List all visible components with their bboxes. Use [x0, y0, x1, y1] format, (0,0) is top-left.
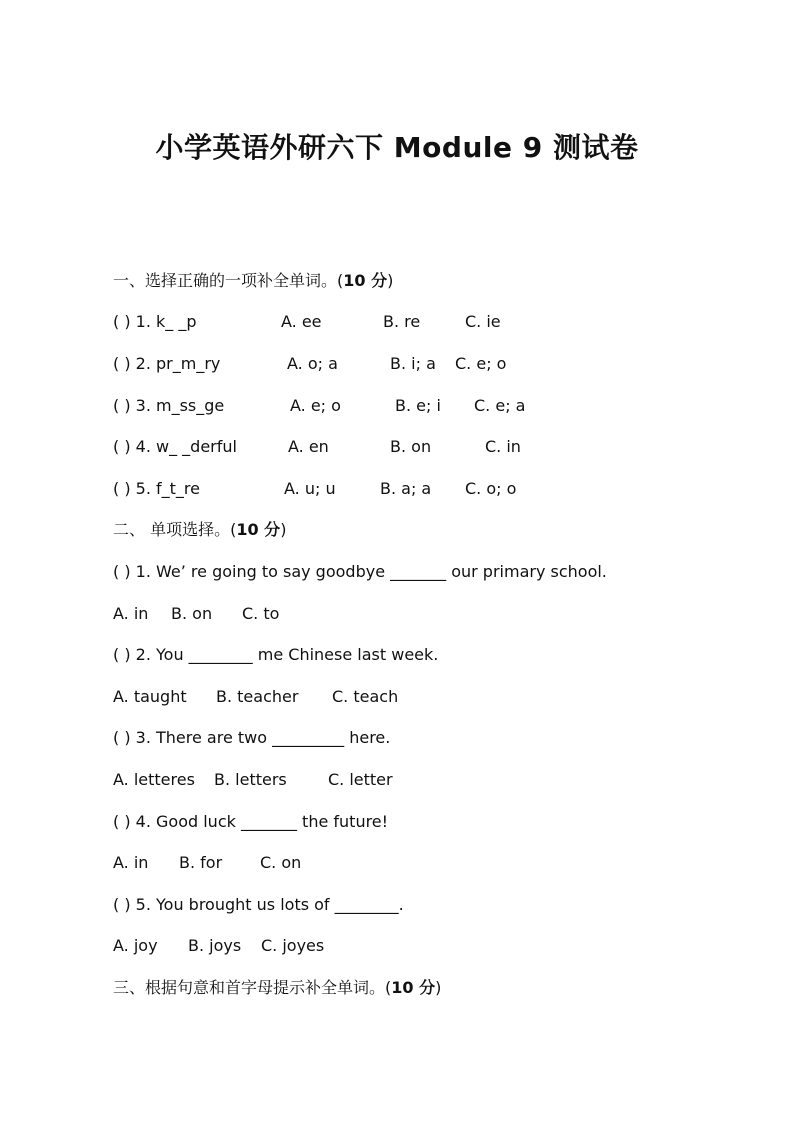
option-c: C. e; o	[455, 354, 507, 373]
section-1-heading	[113, 270, 393, 292]
section-1-heading-close: )	[387, 271, 394, 290]
section-2-heading-text: 二、 单项选择。(	[113, 520, 237, 539]
option-a: A. in	[113, 604, 149, 623]
section-2-heading	[113, 519, 286, 541]
section-1-heading-text: 一、选择正确的一项补全单词。(	[113, 271, 344, 290]
section-2-question-4	[113, 811, 388, 833]
option-a: A. ee	[281, 312, 322, 331]
section-2-question-3	[113, 727, 390, 749]
section-3-heading	[113, 977, 441, 999]
section-3-heading-close: )	[435, 978, 442, 997]
option-a: A. joy	[113, 936, 158, 955]
section-3-points: 10 分	[391, 978, 436, 997]
question-stem: ( ) 3. m_ss_ge	[113, 396, 225, 415]
option-c: C. ie	[465, 312, 501, 331]
option-b: B. e; i	[395, 396, 441, 415]
question-stem: ( ) 1. We’ re going to say goodbye _______ our primary school.	[113, 562, 607, 581]
section-2-question-5	[113, 894, 404, 916]
option-a: A. taught	[113, 687, 187, 706]
option-a: A. letteres	[113, 770, 195, 789]
section-3-heading-text: 三、根据句意和首字母提示补全单词。(	[113, 978, 392, 997]
option-a: A. in	[113, 853, 149, 872]
option-c: C. to	[242, 604, 280, 623]
section-2-question-2	[113, 644, 438, 666]
option-b: B. a; a	[380, 479, 432, 498]
section-2-points: 10 分	[236, 520, 281, 539]
option-c: C. joyes	[261, 936, 325, 955]
option-b: B. joys	[188, 936, 242, 955]
option-c: C. o; o	[465, 479, 517, 498]
option-a: A. o; a	[287, 354, 338, 373]
section-2-heading-close: )	[280, 520, 287, 539]
option-a: A. e; o	[290, 396, 341, 415]
option-a: A. u; u	[284, 479, 336, 498]
section-1-points: 10 分	[343, 271, 388, 290]
question-stem: ( ) 2. pr_m_ry	[113, 354, 221, 373]
option-c: C. e; a	[474, 396, 526, 415]
question-stem: ( ) 3. There are two _________ here.	[113, 728, 391, 747]
option-b: B. teacher	[216, 687, 299, 706]
section-2-question-1	[113, 561, 607, 583]
question-stem: ( ) 5. f_t_re	[113, 479, 200, 498]
question-stem: ( ) 4. w_ _derful	[113, 437, 237, 456]
option-c: C. teach	[332, 687, 399, 706]
option-c: C. on	[260, 853, 302, 872]
option-c: C. in	[485, 437, 521, 456]
option-a: A. en	[288, 437, 329, 456]
question-stem: ( ) 4. Good luck _______ the future!	[113, 812, 389, 831]
question-stem: ( ) 5. You brought us lots of ________.	[113, 895, 404, 914]
option-b: B. on	[390, 437, 432, 456]
option-b: B. on	[171, 604, 213, 623]
page-title: 小学英语外研六下 Module 9 测试卷	[155, 131, 639, 164]
question-stem: ( ) 2. You ________ me Chinese last week.	[113, 645, 439, 664]
option-b: B. for	[179, 853, 223, 872]
option-b: B. i; a	[390, 354, 436, 373]
question-stem: ( ) 1. k_ _p	[113, 312, 197, 331]
option-c: C. letter	[328, 770, 393, 789]
option-b: B. re	[383, 312, 421, 331]
option-b: B. letters	[214, 770, 287, 789]
